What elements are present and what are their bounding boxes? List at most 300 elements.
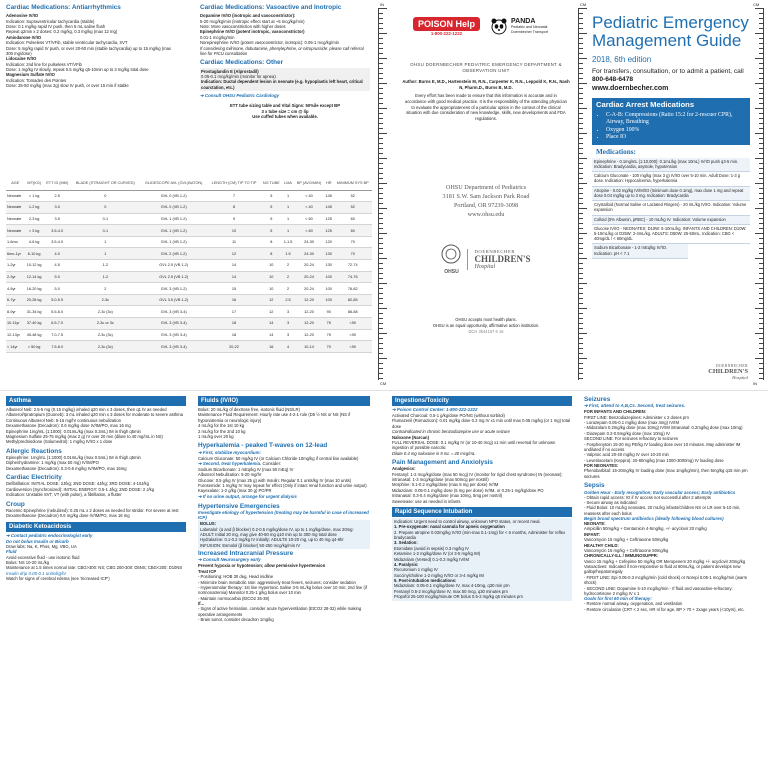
table-cell: GVL 3.5 (VB 1-2): [140, 294, 208, 306]
icp-title: Increased Intracranial Pressure: [198, 550, 294, 558]
ruler-tick: [759, 298, 763, 299]
table-row: [6, 318, 372, 330]
table-cell: 10: [261, 271, 282, 283]
ruler-tick: [759, 153, 763, 154]
ruler-tick: [759, 248, 763, 249]
table-cell: 8-9yr: [6, 306, 25, 318]
allergic-title: Allergic Reactions: [6, 447, 62, 455]
endocrinology-link[interactable]: ➔ Contact pediatric endocrinologist early: [6, 532, 93, 538]
table-cell: 145: [324, 190, 333, 202]
ruler-tick: [755, 283, 763, 284]
line: NEONATE:: [584, 521, 606, 527]
pain-body: [392, 466, 572, 504]
ruler-tick: [579, 228, 583, 229]
line: Dose: 1 mg/kg IV slowly, repeat 0.5 mg/kg q5-10min up to 3 mg/kg total dose: [6, 67, 149, 73]
table-cell: 16-20 kg: [25, 283, 44, 295]
ruler-tick: [379, 278, 383, 279]
asthma-band: Asthma: [6, 396, 186, 406]
ruler-tick: [379, 168, 383, 169]
ruler-tick: [755, 308, 763, 309]
table-cell: GVL 3 (VB 1-2): [140, 283, 208, 295]
antiarrhythmics-section: [6, 4, 178, 172]
table-cell: 2: [71, 283, 140, 295]
ruler-tick: [759, 138, 763, 139]
croup-title: Croup: [6, 500, 25, 508]
bottom-col-3: [392, 396, 572, 774]
line: - Brain tumor, consider decadron 1mg/kg: [198, 617, 274, 623]
ruler-tick: [759, 378, 763, 379]
other-meds-title: Cardiac Medications: Other: [200, 59, 284, 67]
ruler-tick: [579, 233, 587, 234]
ruler-tick: [379, 43, 383, 44]
med-epinephrine: Epinephrine - 0.1mg/mL (1:10,000): 0.1mL/kg (max 10mL) IV/IO push q3-5 min. Indication: Bradycardia, asystole, hypotension: [592, 158, 750, 172]
table-cell: 82-85: [333, 294, 372, 306]
poison-control-link[interactable]: ➔ Poison Control Center: 1-800-222-1222: [392, 407, 478, 412]
table-cell: 5.5-6.0: [44, 306, 71, 318]
disclaimer: Every effort has been made to ensure that this information is accurate and in accordance with good medical practice. It is the responsibility of the attending physician to evaluate the appropriateness of a particular option in the context of the clinical situation with due consideration of new knowledge, skills, new developments and FDA regulations.: [404, 93, 567, 122]
consider-text: Consider:: [262, 460, 282, 466]
line: - Valproic acid 20-40 mg/kg IV over 10-20 min: [584, 452, 669, 458]
line: Maintenance Fluid Requirement: Hourly rate use 4-2-1 rule (D5 ½ NS or NS (NS if hyponatremia or neurologic injury): [198, 412, 351, 423]
electricity-body: [6, 481, 186, 497]
line: - Obtain rapid access: IO if IV access not successful after 2 attempts: [584, 494, 711, 500]
line: Kayexalate: 1-2 g/kg (max 30 g) PO/PR: [198, 488, 272, 494]
dka-note: Do not bolus Insulin or Bicarb: [6, 538, 69, 544]
sepsis-title: Sepsis: [584, 482, 605, 490]
childrens-text: CHILDREN'S: [474, 253, 531, 264]
ruler-tick: [759, 148, 763, 149]
ruler-tick: [579, 193, 583, 194]
ruler-tick: [579, 373, 583, 374]
line: Activated Charcoal: 0.5-1 g/kg/dose PO/NG (without sorbitol): [392, 413, 505, 418]
table-cell: 10-12 kg: [25, 260, 44, 272]
ruler-tick: [379, 363, 383, 364]
table-cell: 2: [282, 260, 294, 272]
med-atropine: Atropine - 0.02 mg/kg IV/IM/IO (minimum dose 0.1mg), max dose 1 mg and repeat dose 0.04 mg/kg up to 3 mg. Indication: Bradycardia: [592, 187, 750, 201]
line: Glucose: 0.5 g/kg IV (max 25 g) with Insulin: Regular 0.1 units/kg IV (max 10 units): [198, 477, 352, 483]
ruler-tick: [759, 228, 763, 229]
ruler-tick: [579, 153, 583, 154]
ruler-tick: [379, 58, 387, 59]
ruler-tick: [379, 23, 383, 24]
line: - Restore circulation (CRT < 2 sec, HR nl for age, BP > 70 + 2xage years (<10yrs), etc.: [584, 606, 745, 612]
ruler-tick: [379, 198, 383, 199]
ruler-tick: [579, 78, 583, 79]
ett-notes: [200, 103, 370, 119]
table-row: [6, 306, 372, 318]
ruler-tick: [379, 328, 383, 329]
ruler-tick: [755, 333, 763, 334]
table-cell: 14: [207, 271, 260, 283]
ruler-tick: [755, 83, 763, 84]
ruler-tick: [579, 218, 583, 219]
table-cell: GVL 0 (VB 1-2): [140, 202, 208, 214]
ruler-tick: [379, 263, 383, 264]
table-cell: 2.5: [44, 190, 71, 202]
ruler-tick: [379, 128, 383, 129]
line: 2. Prepare atropine 0.02mg/kg IV/IO (min-max 0.1-1mg) for < 6 months, Administer for reflex bradycardia: [394, 529, 566, 541]
ruler-tick: [579, 328, 583, 329]
ruler-tick: [759, 273, 763, 274]
ruler-tick: [379, 233, 387, 234]
cardiac-arrest-box: [592, 98, 750, 145]
ruler-tick: [379, 53, 383, 54]
ruler-tick: [379, 333, 387, 334]
ruler-tick: [579, 113, 583, 114]
ruler-tick: [579, 123, 583, 124]
ett-table-section: [6, 176, 372, 380]
list-item: • Place IO: [606, 134, 742, 142]
table-row: [6, 329, 372, 341]
table-cell: 60: [333, 213, 372, 225]
step-text: Second, treat hyperkalemia.: [202, 460, 262, 466]
line: - Minimize brain metabolic rate: aggressively treat fevers, seizures; consider sedation: [198, 579, 356, 585]
croup-body: [6, 508, 186, 519]
line: Dose: 25-50 mg/kg (max 2g) slow IV push, or over 15 min if stable: [6, 83, 129, 89]
table-cell: GVL 1 (VB 1-2): [140, 213, 208, 225]
line: Norepinephrine IV/IO (potent vasoconstrictor, inotropic): 0.05-1 mcg/kg/min: [200, 40, 339, 46]
cardiology-consult-link[interactable]: ➔ Consult OHSU Pediatric Cardiology: [200, 93, 280, 99]
poison-help-logo: [413, 17, 480, 36]
table-cell: 7: [207, 190, 260, 202]
table-cell: < 40: [294, 202, 324, 214]
allergic-body: [6, 455, 186, 471]
ruler-tick: [579, 53, 583, 54]
table-cell: 1: [71, 248, 140, 260]
table-header-cell: LENGTH (CM) TIP TO TIP: [207, 176, 260, 190]
ruler-tick: [759, 203, 763, 204]
poison-help-mark: POISON Help: [413, 17, 480, 31]
antiarrhythmics-title: Cardiac Medications: Antiarrhythmics: [6, 4, 121, 11]
ruler-tick: [759, 218, 763, 219]
table-cell: 8: [261, 248, 282, 260]
ruler-tick: [379, 18, 383, 19]
line: Fluid: [6, 549, 17, 555]
ruler-tick: [579, 148, 583, 149]
line: If...: [198, 601, 205, 607]
ruler-tick: [579, 13, 583, 14]
ruler-tick: [579, 108, 587, 109]
address-line[interactable]: www.ohsu.edu: [467, 210, 505, 218]
table-cell: 1-2yr: [6, 260, 25, 272]
cardiac-arrest-title: Cardiac Arrest Medications: [592, 98, 750, 111]
line: - Restore normal airway, oxygenation, and ventilation: [584, 601, 683, 607]
ruler-tick: [759, 43, 763, 44]
ruler-tick: [579, 353, 583, 354]
line: Magnesium Sulfate IV/IO: [6, 72, 55, 78]
table-cell: 70: [333, 236, 372, 248]
medications-list: [592, 158, 750, 259]
ruler-tick: [579, 28, 583, 29]
table-cell: 10: [261, 260, 282, 272]
table-cell: 5.0: [44, 283, 71, 295]
ruler-tick: [379, 348, 383, 349]
table-cell: < 14yr: [6, 341, 25, 353]
line: Indication: Pulseless VT/VFib, stable ventricular tachycardia, SVT: [6, 40, 128, 46]
table-cell: 5.0: [44, 271, 71, 283]
ruler-tick: [579, 248, 583, 249]
panda-text: [511, 18, 559, 34]
table-cell: 3: [282, 306, 294, 318]
med-colloid: Colloid (5% Albumin, pRBC) - 10 mL/kg IV. Indication: Volume expansion: [592, 216, 750, 225]
link-text: Poison Control Center: 1-800-222-1222: [396, 407, 478, 412]
ruler-tick: [579, 378, 583, 379]
table-cell: 52: [333, 202, 372, 214]
line: Racemic Epinephrine (nebulized): 0.25 mL x 2 doses as needed for stridor. For severe at rest: [6, 507, 179, 513]
ruler-tick: [379, 373, 383, 374]
table-cell: 2-3c (3c): [71, 341, 140, 353]
ruler-tick: [759, 353, 763, 354]
table-cell: 2-3 kg: [25, 213, 44, 225]
table-cell: 10-14: [294, 341, 324, 353]
table-cell: 7.5-8.0: [44, 341, 71, 353]
table-row: [6, 225, 372, 237]
line: Vancomycin 15 mg/kg + Ceftriaxone 50mg/kg: [584, 537, 669, 543]
list-item: • C-A-B: Compressions (Ratio 15:2 for 2-rescuer CPR), Airway, Breathing: [606, 112, 742, 127]
vasoactive-section: [200, 4, 370, 172]
ruler-label-top: IN: [380, 2, 384, 7]
ruler-tick: [579, 288, 583, 289]
table-cell: 12: [261, 306, 282, 318]
ruler-tick: [579, 303, 583, 304]
table-cell: 86-88: [333, 306, 372, 318]
link-text: Consult OHSU Pediatric Cardiology: [204, 93, 280, 99]
panda-subtitle: Pediatric and Neonatal Doernbecher Transport: [511, 25, 548, 34]
line: Phenobarbital: 15-20mg/kg IV loading dose (max 1mg/kg/min), then 5mg/kg q15 min prn seizures: [584, 468, 748, 479]
line: Note: More vasoconstriction with higher doses: [200, 24, 286, 30]
table-header-cell: ETT ID (MM): [44, 176, 71, 190]
line: - Levetiracetam (Keppra): 20-60mg/kg (max 1000-3000mg) IV loading dose: [584, 457, 724, 463]
line: Midazolam (Versed) 0.1-0.3 mg/kg IV/IM: [394, 556, 469, 562]
table-cell: 0-1: [71, 225, 140, 237]
footer-line: DCH 3544167 6 16: [468, 328, 504, 334]
table-cell: 20-24: [294, 283, 324, 295]
line: Lidocaine IV/IO: [6, 56, 37, 62]
table-header-cell: NG TUBE: [261, 176, 282, 190]
address-line: Portland, OR 97239-3098: [453, 201, 519, 209]
ruler-tick: [579, 273, 583, 274]
table-cell: 6-10 kg: [25, 248, 44, 260]
department-heading: OHSU DOERNBECHER PEDIATRIC EMERGENCY DEPARTMENT & OBSERVATION UNIT: [410, 62, 562, 73]
line: Morphine: 0.1-0.2 mg/kg/dose (max 8 mg per dose) IV/IM: [392, 482, 499, 488]
icp-body: [198, 563, 370, 622]
line: 2 mL/kg for the 2nd 10 kg: [198, 428, 246, 434]
ruler-tick: [579, 118, 583, 119]
line: Contraindicated in chronic benzodiazepine use or acute seizure: [392, 429, 510, 435]
fold-line: [0, 390, 768, 391]
hospital-text: Hospital: [732, 375, 748, 380]
ruler-tick: [379, 258, 387, 259]
neurosurgery-link[interactable]: ➔ Consult Neurosurgery early: [198, 557, 261, 563]
ruler-tick: [759, 18, 763, 19]
ruler-tick: [759, 253, 763, 254]
ruler-tick: [579, 213, 583, 214]
table-cell: 18: [207, 329, 260, 341]
ruler-tick: [379, 73, 383, 74]
table-cell: 130: [324, 260, 333, 272]
ruler-tick: [759, 188, 763, 189]
table-cell: 70: [324, 341, 333, 353]
ruler-tick: [579, 258, 587, 259]
line: Sodium Bicarbonate: 1 mEq/kg IV (max 50 mEq) IV: [198, 466, 294, 472]
ruler-tick: [379, 13, 383, 14]
ruler-tick: [579, 68, 583, 69]
ruler-tick: [579, 263, 583, 264]
ruler-tick: [759, 198, 763, 199]
table-row: [6, 213, 372, 225]
table-cell: 14: [261, 329, 282, 341]
ruler-tick: [755, 258, 763, 259]
table-cell: 1-2: [71, 271, 140, 283]
ruler-tick: [379, 323, 383, 324]
table-cell: 0: [71, 190, 140, 202]
ruler-tick: [379, 153, 383, 154]
panda-title: PANDA: [511, 18, 536, 26]
table-cell: 16: [207, 294, 260, 306]
ruler-tick: [759, 103, 763, 104]
table-cell: 6-7yr: [6, 294, 25, 306]
table-cell: 2: [282, 271, 294, 283]
ruler-tick: [759, 223, 763, 224]
ruler-tick: [379, 158, 387, 159]
ruler-tick: [579, 368, 583, 369]
line: Etomidate (avoid in sepsis) 0.3 mg/kg IV: [394, 545, 469, 551]
ruler-tick: [759, 363, 763, 364]
ruler-tick: [759, 118, 763, 119]
line: Dilute 0.4 mg naloxone in 9 mL = 40 mcg/mL: [392, 450, 476, 456]
ruler-tick: [379, 48, 383, 49]
ruler-tick: [579, 363, 583, 364]
table-cell: 70: [333, 248, 372, 260]
table-cell: Neonate: [6, 202, 25, 214]
vasoactive-title: Cardiac Medications: Vasoactive and Inotropic: [200, 4, 342, 11]
line: Treat ICP: [198, 568, 217, 574]
line: Avoid excessive fluid - use isotonic fluid: [6, 554, 80, 560]
footer-line: OHSU is an equal opportunity, affirmative action institution.: [432, 322, 540, 328]
line: Flumazenil (Romazicon): 0.01 mg/kg dose 0.2 mg IV x1 min until max 0.05 mg/kg (or 1 mg) total dose: [392, 418, 571, 429]
ruler-tick: [379, 133, 387, 134]
line: Intranasal: 0.3-0.4 mg/kg/dose (max 10mg, 5mg per nostril): [392, 493, 503, 499]
ruler-tick: [579, 308, 587, 309]
line: 4 mL/kg for the 1st 10 kg: [198, 423, 245, 429]
ruler-tick: [379, 243, 383, 244]
ruler-tick: [755, 158, 763, 159]
bottom-col-4: [584, 396, 750, 774]
table-cell: 6.5-7.0: [44, 318, 71, 330]
doernbecher-wordmark: [467, 249, 530, 270]
ruler-tick: [379, 108, 387, 109]
table-cell: 5: [261, 202, 282, 214]
table-cell: 75: [324, 329, 333, 341]
ruler-tick: [759, 13, 763, 14]
table-cell: 4: [282, 341, 294, 353]
line: Maintenance at 1.5 times normal rate: CBG>300: NS; CBG 200-300: D5NS; CBG<200: D10NS: [6, 565, 183, 571]
ruler-tick: [579, 43, 583, 44]
ruler-tick: [759, 178, 763, 179]
table-cell: Neonate: [6, 190, 25, 202]
table-cell: 12-13yr: [6, 329, 25, 341]
cover-website[interactable]: www.doernbecher.com: [592, 84, 669, 92]
table-cell: 74-76: [333, 271, 372, 283]
ruler-tick: [579, 178, 583, 179]
line: Vasoactives: Indicated if non-responsive to fluid at 60mL/kg, or patient develops new gallop/hepatomegaly: [584, 564, 741, 575]
ruler-tick: [579, 93, 583, 94]
ruler-tick: [755, 8, 763, 9]
ruler-tick: [379, 38, 383, 39]
ruler-tick: [379, 268, 383, 269]
line: Ampicillin 50mg/kg + Gentamicin 4-5mg/kg. +/- acyclovir 20 mg/kg: [584, 526, 707, 532]
line: 0.01-1 mcg/kg/min: [200, 34, 235, 40]
ruler-tick: [759, 53, 763, 54]
line: Rocuronium 1 mg/kg IV: [394, 567, 438, 573]
table-header-cell: GLIDESCOPE AVL (GVL)BATON): [140, 176, 208, 190]
table-cell: 3: [282, 329, 294, 341]
line: 1 mL/kg over 20 kg: [198, 433, 234, 439]
table-cell: 3.5: [44, 213, 71, 225]
ruler-tick: [579, 168, 583, 169]
line: Indication: Urgent need to control airway, unknown NPO status, or recent meal.: [394, 518, 541, 524]
line: 4. Paralysis:: [394, 561, 419, 567]
bottom-col-1: [6, 396, 186, 774]
cover-title-line-2: Management Guide: [592, 31, 742, 51]
ruler-tick: [759, 373, 763, 374]
med-sodium-bicarbonate: Sodium Bicarbonate - 1-2 mEq/kg IV/IO. Indication: pH < 7.1: [592, 244, 688, 258]
footer-line: OHSU accepts most health plans.: [455, 316, 517, 322]
ruler-tick: [759, 343, 763, 344]
med-calcium-gluconate: Calcium Gluconate - 100 mg/kg (max 3 g) IV/IO over 5-10 min. Adult Dose: 1-3 g dose. Indication: Hypocalcemia, hyperkalemia: [592, 172, 750, 186]
line: FIRST LINE: Benzodiazepines: Administer x 2 doses prn: [584, 414, 689, 420]
line: BOLUS:: [200, 521, 217, 527]
ruler-tick: [379, 183, 387, 184]
link-text: Consult Neurosurgery early: [202, 557, 261, 563]
table-cell: 125: [324, 213, 333, 225]
table-row: [6, 248, 372, 260]
ruler-tick: [379, 148, 383, 149]
ruler-tick: [759, 28, 763, 29]
table-cell: 37-40 kg: [25, 318, 44, 330]
table-cell: <90: [333, 329, 372, 341]
table-cell: <90: [333, 341, 372, 353]
seizures-title: Seizures: [584, 396, 611, 403]
table-cell: 12-20: [294, 329, 324, 341]
line: - Lorazepam 0.05-0.1 mg/kg dose (max 4mg) IV/IM: [584, 420, 679, 426]
hypertension-subtitle: Investigate etiology of hypertension (treating may be harmful in case of increased ICP): [198, 510, 369, 521]
table-cell: < 60: [294, 213, 324, 225]
ruler-tick: [379, 343, 383, 344]
line: Prostaglandin E (Alprostadil): [201, 68, 259, 74]
table-cell: 1: [71, 236, 140, 248]
table-cell: 12-20: [294, 318, 324, 330]
cover-logo: [708, 364, 748, 380]
line: - Maintain normocarbia (EtCO2 35-38): [198, 595, 270, 601]
table-cell: 76-82: [333, 283, 372, 295]
line: Fentanyl 0.5-2 mcg/kg/dose IV, max 50 mcg, q30 minutes prn: [394, 588, 508, 594]
ruler-tick: [379, 143, 383, 144]
line: Midazolam: 0.05-0.1 mg/kg/dose IV, max 4-10mg, q30 min prn: [394, 583, 510, 589]
table-cell: 12-20: [294, 294, 324, 306]
left-ruler: [378, 2, 390, 386]
table-cell: 5: [261, 225, 282, 237]
line: - Diazepam 0.2-0.5mg/kg dose (max 10mg) IV: [584, 430, 670, 436]
ruler-tick: [579, 208, 587, 209]
antiarrhythmics-body: [6, 13, 178, 88]
line: Vanco 15 mg/kg + Cefepime 50 mg/kg OR Meropenem 20 mg/kg +/- acyclovir 20mg/kg: [584, 558, 746, 564]
line: - Secure airway as indicated: [584, 499, 637, 505]
table-cell: 20-22: [207, 341, 260, 353]
line: Albuterol/Ipratropium (Duoneb): 3 mL inhaled q20 min x 3 doses for moderate to severe asthma: [6, 412, 183, 418]
ruler-tick: [379, 338, 383, 339]
transfer-phone[interactable]: 800-648-6478: [592, 75, 634, 83]
